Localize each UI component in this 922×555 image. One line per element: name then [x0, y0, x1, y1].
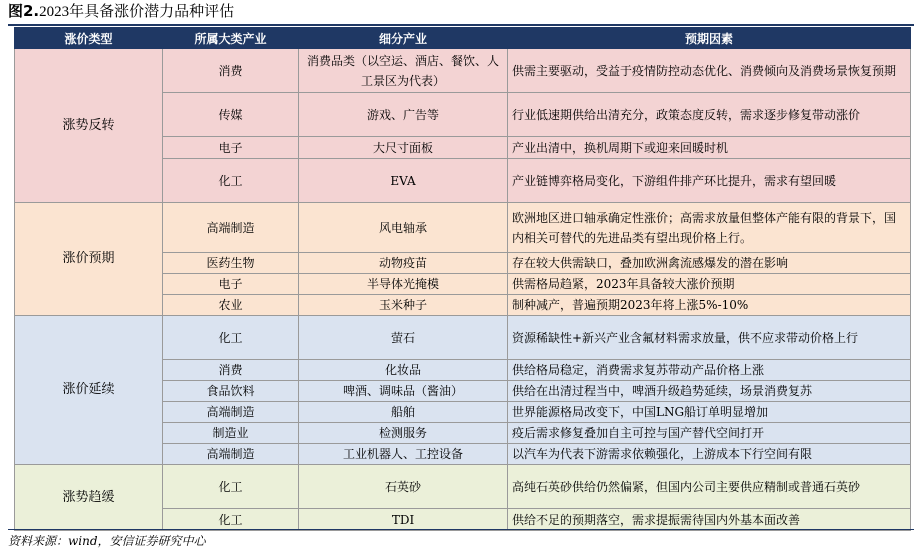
- cell-factor: 高纯石英砂供给仍然偏紧，但国内公司主要供应精制或普通石英砂: [508, 465, 911, 509]
- header-type: 涨价类型: [15, 28, 163, 49]
- group-type-expect: 涨价预期: [15, 203, 163, 316]
- cell-industry: 化工: [163, 509, 299, 531]
- cell-industry: 高端制造: [163, 444, 299, 465]
- cell-sub-industry: 游戏、广告等: [299, 93, 508, 137]
- cell-factor: 以汽车为代表下游需求依赖强化，上游成本下行空间有限: [508, 444, 911, 465]
- group-type-continue: 涨价延续: [15, 316, 163, 465]
- cell-factor: 供给在出清过程当中，啤酒升级趋势延续，场景消费复苏: [508, 381, 911, 402]
- cell-sub-industry: 萤石: [299, 316, 508, 360]
- cell-industry: 消费: [163, 360, 299, 381]
- group-type-ease: 涨势趋缓: [15, 465, 163, 531]
- cell-sub-industry: 石英砂: [299, 465, 508, 509]
- table-row: [15, 49, 911, 93]
- cell-industry: 高端制造: [163, 402, 299, 423]
- cell-industry: 化工: [163, 465, 299, 509]
- cell-factor: 供给格局稳定，消费需求复苏带动产品价格上涨: [508, 360, 911, 381]
- figure-title: [8, 0, 234, 22]
- group-type-reverse: 涨势反转: [15, 49, 163, 203]
- cell-factor: 疫后需求修复叠加自主可控与国产替代空间打开: [508, 423, 911, 444]
- top-rule: [8, 24, 914, 26]
- cell-factor: 供需主要驱动，受益于疫情防控动态优化、消费倾向及消费场景恢复预期: [508, 49, 911, 93]
- cell-factor: 供需格局趋紧，2023年具备较大涨价预期: [508, 274, 911, 295]
- evaluation-table: [14, 27, 911, 531]
- table-row: [15, 316, 911, 360]
- cell-sub-industry: EVA: [299, 159, 508, 203]
- cell-industry: 消费: [163, 49, 299, 93]
- bottom-rule: [8, 529, 914, 530]
- cell-sub-industry: 动物疫苗: [299, 253, 508, 274]
- cell-industry: 电子: [163, 274, 299, 295]
- cell-sub-industry: 风电轴承: [299, 203, 508, 253]
- header-factor: 预期因素: [508, 28, 911, 49]
- cell-factor: 供给不足的预期落空，需求提振需待国内外基本面改善: [508, 509, 911, 531]
- cell-sub-industry: 消费品类（以空运、酒店、餐饮、人工景区为代表）: [299, 49, 508, 93]
- cell-industry: 食品饮料: [163, 381, 299, 402]
- cell-factor: 产业出清中，换机周期下或迎来回暖时机: [508, 137, 911, 159]
- cell-industry: 化工: [163, 316, 299, 360]
- cell-sub-industry: 检测服务: [299, 423, 508, 444]
- header-industry: 所属大类产业: [163, 28, 299, 49]
- cell-industry: 传媒: [163, 93, 299, 137]
- cell-industry: 医药生物: [163, 253, 299, 274]
- cell-factor: 世界能源格局改变下，中国LNG船订单明显增加: [508, 402, 911, 423]
- cell-sub-industry: 啤酒、调味品（酱油）: [299, 381, 508, 402]
- cell-industry: 电子: [163, 137, 299, 159]
- header-sub-industry: 细分产业: [299, 28, 508, 49]
- figure-number: 图2.: [8, 2, 40, 20]
- cell-industry: 制造业: [163, 423, 299, 444]
- cell-factor: 欧洲地区进口轴承确定性涨价；高需求放量但整体产能有限的背景下，国内相关可替代的先进品类有望出现价格上行。: [508, 203, 911, 253]
- cell-sub-industry: 船舶: [299, 402, 508, 423]
- table-row: [15, 203, 911, 253]
- cell-sub-industry: 半导体光掩模: [299, 274, 508, 295]
- cell-factor: 制种减产，普遍预期2023年将上涨5%-10%: [508, 295, 911, 316]
- source-note: 资料来源：wind，安信证券研究中心: [8, 534, 206, 548]
- cell-sub-industry: 工业机器人、工控设备: [299, 444, 508, 465]
- cell-sub-industry: 玉米种子: [299, 295, 508, 316]
- figure-title-text: 2023年具备涨价潜力品种评估: [39, 4, 235, 20]
- cell-factor: 资源稀缺性+新兴产业含氟材料需求放量，供不应求带动价格上行: [508, 316, 911, 360]
- cell-factor: 存在较大供需缺口，叠加欧洲禽流感爆发的潜在影响: [508, 253, 911, 274]
- cell-sub-industry: 化妆品: [299, 360, 508, 381]
- cell-industry: 农业: [163, 295, 299, 316]
- cell-industry: 高端制造: [163, 203, 299, 253]
- table-header-row: [15, 28, 911, 49]
- cell-factor: 产业链博弈格局变化，下游组件排产环比提升，需求有望回暖: [508, 159, 911, 203]
- table-row: [15, 465, 911, 509]
- cell-sub-industry: TDI: [299, 509, 508, 531]
- cell-factor: 行业低速期供给出清充分，政策态度反转，需求逐步修复带动涨价: [508, 93, 911, 137]
- cell-industry: 化工: [163, 159, 299, 203]
- cell-sub-industry: 大尺寸面板: [299, 137, 508, 159]
